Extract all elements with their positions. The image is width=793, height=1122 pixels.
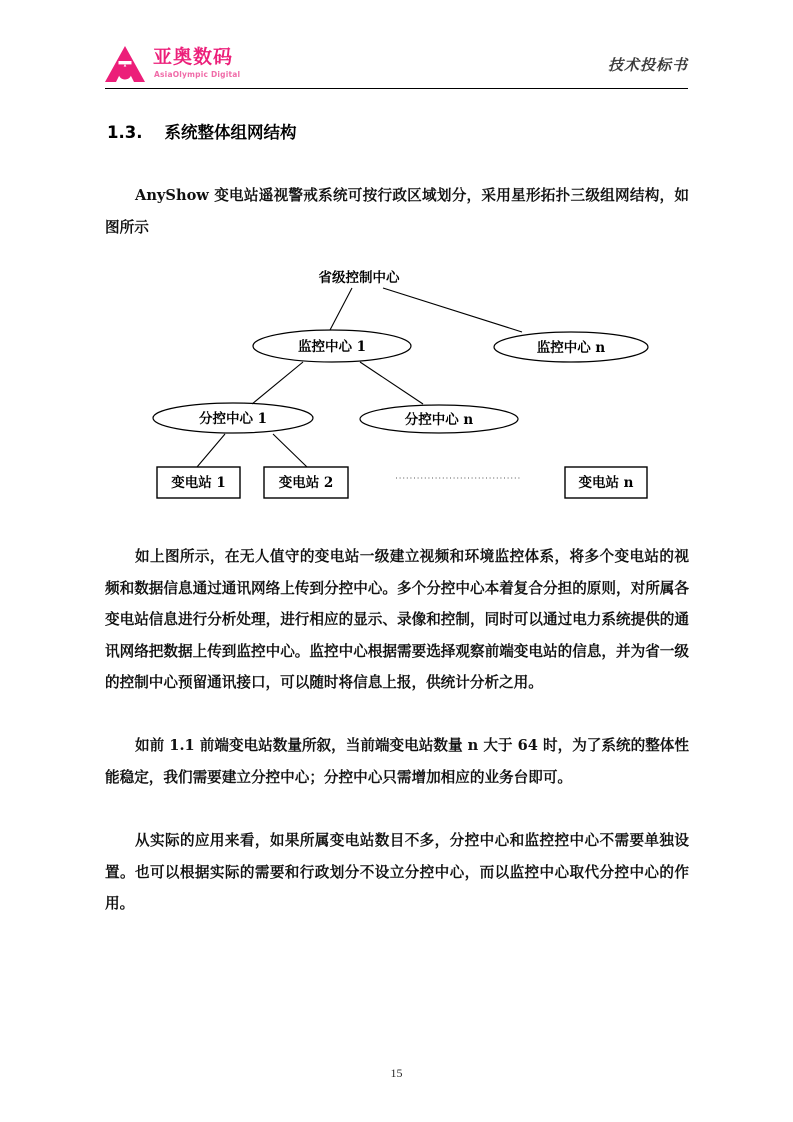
diagram-node-center1 xyxy=(253,330,411,362)
network-topology-diagram xyxy=(140,262,660,507)
section-heading xyxy=(107,119,687,143)
edge-sub1-to-station2 xyxy=(273,434,307,467)
page-header xyxy=(105,40,688,90)
diagram-node-sub1 xyxy=(153,403,313,433)
label-center1: 监控中心 1 xyxy=(297,339,367,355)
diagram-node-station1 xyxy=(157,467,240,498)
label-sub1: 分控中心 1 xyxy=(198,411,268,427)
edge-center1-to-sub1 xyxy=(252,362,303,404)
label-subn: 分控中心 n xyxy=(404,412,474,428)
paragraph-body-2: 如前 1.1 前端变电站数量所叙，当前端变电站数量 n 大于 64 时，为了系统的整体性能稳定，我们需要建立分控中心；分控中心只需增加相应的业务台即可。 xyxy=(105,737,689,786)
section-number: 1.3. xyxy=(107,123,143,142)
topology-svg xyxy=(140,262,660,507)
label-station2: 变电站 2 xyxy=(278,475,334,491)
edge-sub1-to-station1 xyxy=(197,434,225,467)
paragraph-body-1: 如上图所示，在无人值守的变电站一级建立视频和环境监控体系，将多个变电站的视频和数据信息通过通讯网络上传到分控中心。多个分控中心本着复合分担的原则，对所属各变电站信息进行分析处理，进行相应的显示、录像和控制，同时可以通过电力系统提供的通讯网络把数据上传到监控中心。监控中心根据需要选择观察前端变电站的信息，并为省一级的控制中心预留通讯接口，可以随时将信息上报，供统计分析之用。 xyxy=(105,548,689,691)
page-number: 15 xyxy=(390,1066,403,1080)
section-title: 系统整体组网结构 xyxy=(164,123,297,142)
edge-root-to-center1 xyxy=(330,288,352,330)
logo-english-text: AsiaOlympic Digital xyxy=(154,70,241,79)
connector-lines xyxy=(197,288,522,467)
header-document-title: 技术投标书 xyxy=(607,58,688,74)
edge-root-to-centern xyxy=(383,288,522,332)
label-station1: 变电站 1 xyxy=(171,475,226,491)
paragraph-body-3: 从实际的应用来看，如果所属变电站数目不多，分控中心和监控控中心不需要单独设置。也可以根据实际的需要和行政划分不设立分控中心，而以监控中心取代分控中心的作用。 xyxy=(105,832,689,912)
logo-chinese-text: 亚奥数码 xyxy=(153,46,234,68)
diagram-node-station2 xyxy=(264,467,348,498)
edge-center1-to-subn xyxy=(360,362,423,404)
diagram-node-stationn xyxy=(565,467,647,498)
paragraph-intro: AnyShow 变电站遥视警戒系统可按行政区域划分，采用星形拓扑三级组网结构，如图所示 xyxy=(105,187,689,236)
label-stationn: 变电站 n xyxy=(578,475,634,491)
header-divider-rule xyxy=(105,88,688,89)
diagram-root-label: 省级控制中心 xyxy=(318,270,400,286)
diagram-node-centern xyxy=(494,332,648,362)
label-centern: 监控中心 n xyxy=(536,340,606,356)
logo-mark-icon xyxy=(105,46,145,82)
diagram-node-subn xyxy=(360,405,518,433)
company-logo xyxy=(105,44,335,86)
